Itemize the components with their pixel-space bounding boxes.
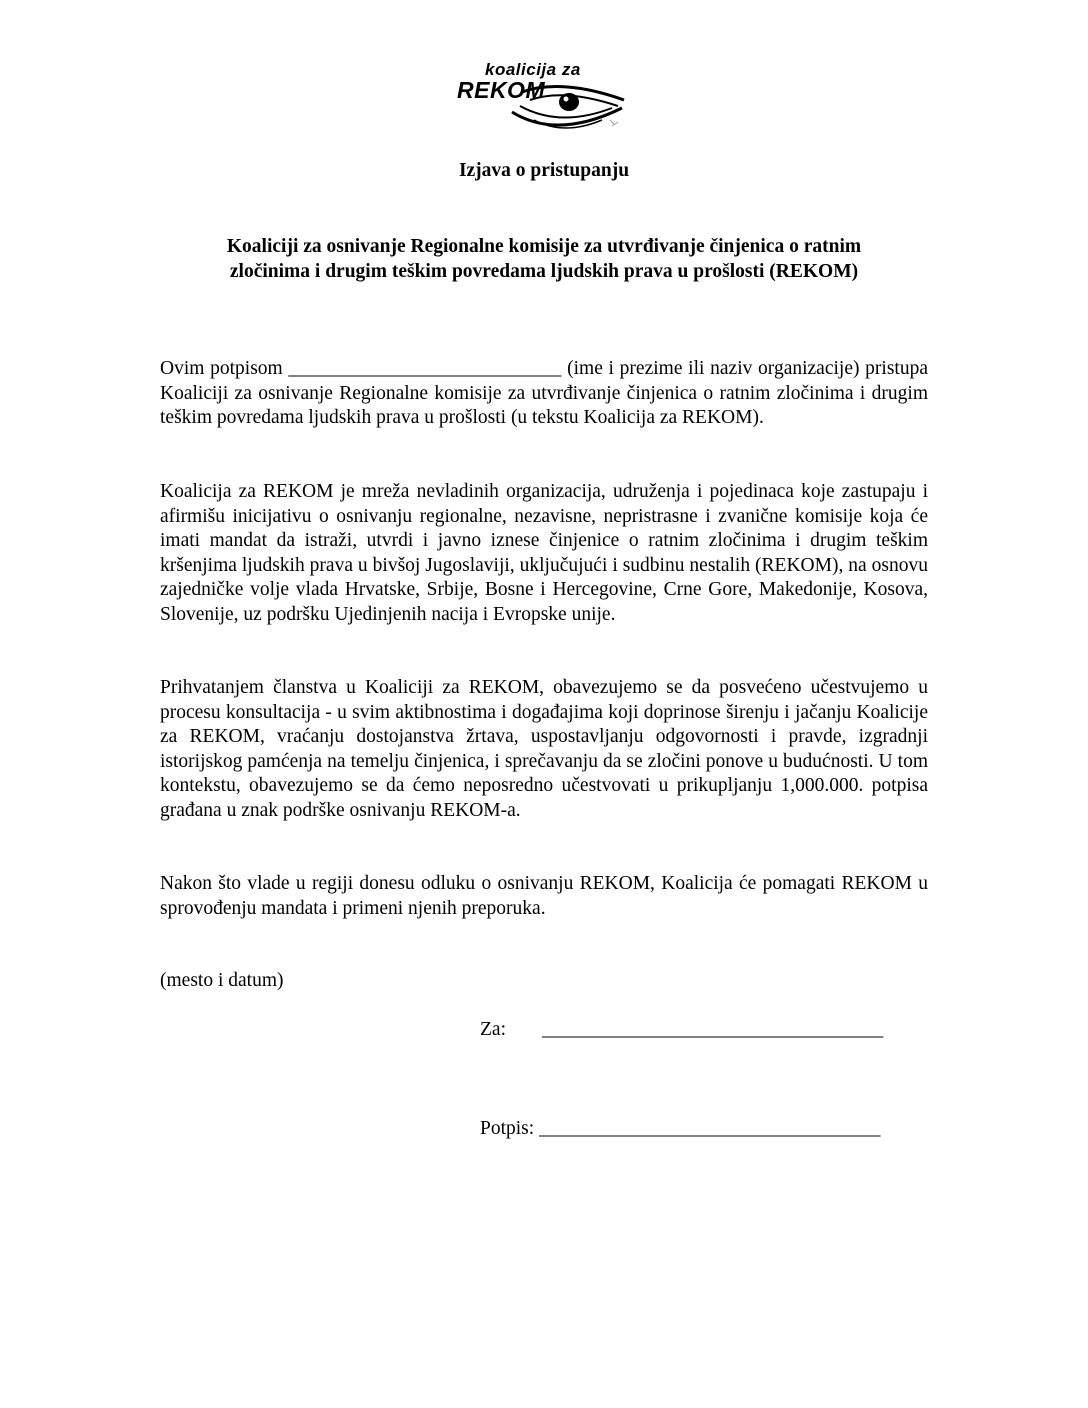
for-blank-line: ___________________________________ (542, 1019, 884, 1040)
for-label: Za: (480, 1019, 506, 1040)
logo-wordmark: REKOM (457, 77, 546, 103)
signature-label: Potpis: (480, 1118, 535, 1139)
signature-blank-line: ___________________________________ (539, 1118, 881, 1139)
logo-tagline: koalicija za (485, 60, 581, 79)
document-title: Izjava o pristupanju (458, 160, 630, 181)
paragraph-accession (160, 357, 928, 431)
place-and-date: (mesto i datum) (160, 970, 284, 991)
name-blank-field: ____________________________ (288, 358, 562, 379)
paragraph-coalition-description: Koalicija za REKOM je mreža nevladinih organizacija, udruženja i pojedinaca koje zastupaju i afirmišu inicijativu o osnivanju regionalne, nezavisne, nepristrasne i zvanične komisije koja će imati mandat da istraži, utvrdi i javno iznese činjenice o ratnim zločinima i drugim teškim kršenjima ljudskih prava u bivšoj Jugoslaviji, uključujući i sudbinu nestalih (REKOM), na osnovu zajedničke volje vlada Hrvatske, Srbije, Bosne i Hercegovine, Crne Gore, Makedonije, Kosova, Slovenije, uz podršku Ujedinjenih nacija i Evropske unije. (160, 481, 928, 625)
subtitle-line-1: Koaliciji za osnivanje Regionalne komisije za utvrđivanje činjenica o ratnim (226, 236, 862, 257)
paragraph-accession-rest: (ime i prezime ili naziv organizacije) pristupa Koaliciji za osnivanje Regionalne komisije za utvrđivanje činjenica o ratnim zločinima i drugim teškim povredama ljudskih prava u prošlosti (u tekstu Koalicija za REKOM). (160, 358, 928, 428)
document-subtitle (150, 234, 938, 284)
paragraph-accession-lead: Ovim potpisom (160, 358, 283, 379)
for-signature-row (480, 1019, 883, 1041)
signature-row (480, 1118, 880, 1140)
subtitle-line-2: zločinima i drugim teškim povredama ljudskih prava u prošlosti (REKOM) (229, 261, 859, 282)
rekom-logo (452, 60, 634, 140)
paragraph-after-establishment: Nakon što vlade u regiji donesu odluku o osnivanju REKOM, Koalicija će pomagati REKOM u sprovođenju mandata i primeni njenih preporuka. (160, 873, 928, 919)
paragraph-membership-obligations: Prihvatanjem članstva u Koaliciji za REKOM, obavezujemo se da posvećeno učestvujemo u procesu konsultacija - u svim aktibnostima i događajima koji doprinose širenju i jačanju Koalicije za REKOM, vraćanju dostojanstva žrtava, uspostavljanju odgovornosti i pravde, izgradnji istorijskog pamćenja na temelju činjenica, i sprečavanju da se zločini ponove u budućnosti. U tom kontekstu, obavezujemo se da ćemo neposredno učestvovati u prikupljanju 1,000.000. potpisa građana u znak podrške osnivanju REKOM-a. (160, 677, 928, 821)
